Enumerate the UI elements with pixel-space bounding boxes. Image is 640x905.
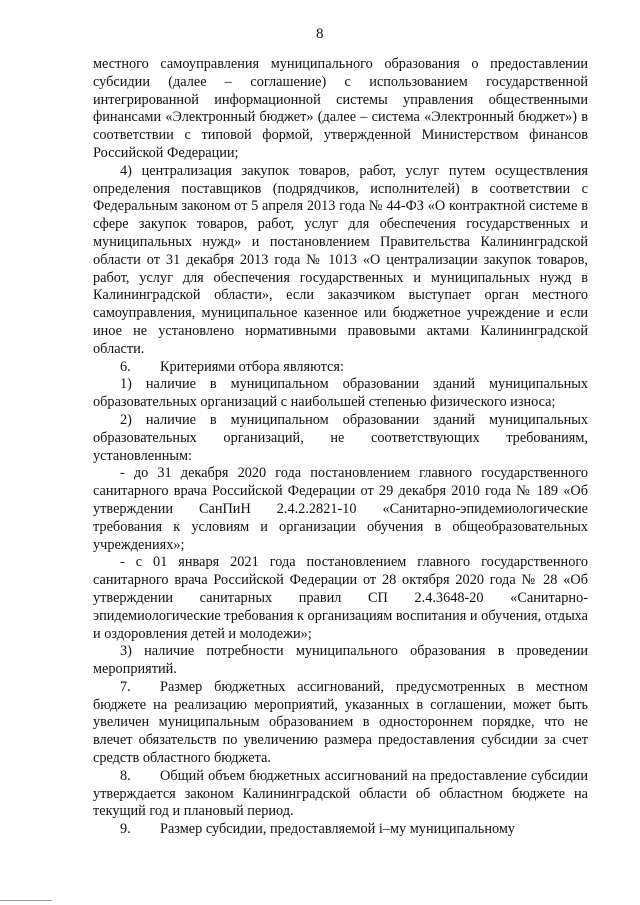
- paragraph-item-4: 4) централизация закупок товаров, работ, услуг путем осуществления определения поставщиков (подрядчиков, исполнителей) в соответствии с Федеральным законом от 5 апреля 2013 года № 44-ФЗ «О контрактной системе в сфере закупок товаров, работ, услуг для обеспечения государственных и муниципальных нужд» и постановлением Правительства Калининградской области от 31 декабря 2013 года № 1013 «О централизации закупок товаров, работ, услуг для обеспечения государственных и муниципальных нужд в Калининградской области», если заказчиком выступает орган местного самоуправления, муниципальное казенное или бюджетное учреждение и если иное не установлено нормативными правовыми актами Калининградской области.: [93, 162, 588, 357]
- paragraph-6-number: 6.: [120, 358, 131, 375]
- paragraph-9: [93, 821, 588, 839]
- paragraph-6-item-1: 1) наличие в муниципальном образовании зданий муниципальных образовательных организаций с наибольшей степенью физического износа;: [93, 376, 588, 411]
- paragraph-7-text: Размер бюджетных ассигнований, предусмотренных в местном бюджете на реализацию мероприятий, указанных в соглашении, может быть увеличен муниципальным образованием в одностороннем порядке, что не влечет обязательств по увеличению размера предоставления субсидии за счет средств областного бюджета.: [93, 678, 588, 767]
- document-body: [93, 56, 588, 839]
- paragraph-8-text: Общий объем бюджетных ассигнований на предоставление субсидии утверждается законом Калининградской области об областном бюджете на текущий год и плановый период.: [93, 767, 588, 820]
- paragraph-8-number: 8.: [120, 767, 131, 784]
- paragraph-6-item-2-b: - с 01 января 2021 года постановлением главного государственного санитарного врача Российской Федерации от 28 октября 2020 года № 28 «Об утверждении санитарных правил СП 2.4.3648-20 «Санитарно-эпидемиологические требования к организациям воспитания и обучения, отдыха и оздоровления детей и молодежи»;: [93, 554, 588, 642]
- paragraph-6-text: Критериями отбора являются:: [160, 358, 344, 375]
- paragraph-9-text: Размер субсидии, предоставляемой i–му муниципальному: [160, 821, 516, 838]
- paragraph-8: [93, 768, 588, 821]
- paragraph-6: [93, 359, 588, 377]
- paragraph-6-item-3: 3) наличие потребности муниципального образования в проведении мероприятий.: [93, 643, 588, 678]
- paragraph-7: [93, 679, 588, 768]
- paragraph-9-number: 9.: [120, 821, 131, 838]
- paragraph-6-item-2-a: - до 31 декабря 2020 года постановлением главного государственного санитарного врача Российской Федерации от 29 декабря 2010 года № 189 «Об утверждении СанПиН 2.4.2.2821-10 «Санитарно-эпидемиологические требования к условиям и организации обучения в общеобразовательных учреждениях»;: [93, 465, 588, 553]
- page-number: 8: [316, 26, 324, 42]
- paragraph-continuation: местного самоуправления муниципального образования о предоставлении субсидии (далее – соглашение) с использованием государственной интегрированной информационной системы управления общественными финансами «Электронный бюджет» (далее – система «Электронный бюджет») в соответствии с типовой формой, утвержденной Министерством финансов Российской Федерации;: [93, 56, 588, 161]
- footer-divider: [0, 900, 52, 901]
- paragraph-7-number: 7.: [120, 678, 131, 695]
- paragraph-6-item-2: 2) наличие в муниципальном образовании зданий муниципальных образовательных организаций, не соответствующих требованиям, установленным:: [93, 411, 588, 464]
